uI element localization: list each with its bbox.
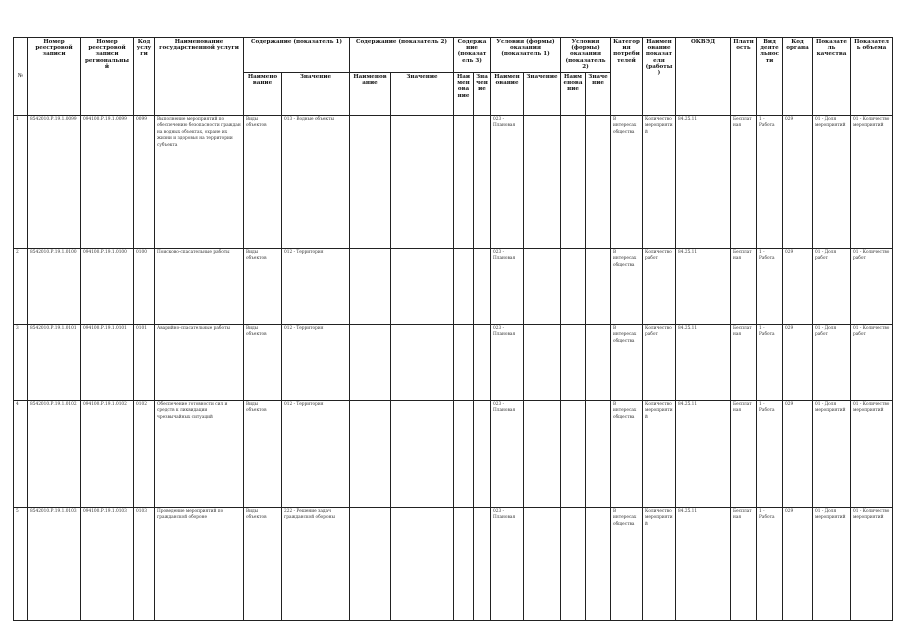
cell-service-code: 0101 (134, 325, 155, 401)
cell-row-num: 5 (14, 508, 28, 621)
table-row (14, 508, 893, 621)
cell-cond1-value (524, 249, 561, 325)
cell-cond1-name: 023 - Плановая (491, 249, 524, 325)
subheader-f2-value: Значение (586, 73, 611, 116)
cell-content1-name: Виды объектов (244, 508, 282, 621)
table-row (14, 249, 893, 325)
cell-row-num: 4 (14, 401, 28, 508)
cell-content2-value (391, 325, 454, 401)
cell-volume: 01 - Количество мероприятий (851, 116, 893, 249)
cell-cond2-value (586, 508, 611, 621)
cell-recipient: В интересах общества (611, 116, 643, 249)
cell-content3-name (454, 249, 474, 325)
cell-service-code: 0099 (134, 116, 155, 249)
cell-content3-value (474, 401, 491, 508)
subheader-c1-value: Значение (282, 73, 350, 116)
cell-content3-value (474, 325, 491, 401)
cell-unit-name: Количество работ (643, 249, 676, 325)
cell-cond1-name: 023 - Плановая (491, 401, 524, 508)
cell-registry-number: 8542010.Р.19.1.0102 (28, 401, 81, 508)
cell-paid: Бесплатная (731, 249, 757, 325)
cell-registry-number: 8542010.Р.19.1.0103 (28, 508, 81, 621)
registry-table (13, 37, 893, 621)
cell-cond1-value (524, 401, 561, 508)
cell-okved: 84.25.11 (676, 508, 731, 621)
cell-paid: Бесплатная (731, 116, 757, 249)
col-header-quality: Показатель качества (813, 38, 851, 116)
col-header-volume: Показатель объема (851, 38, 893, 116)
cell-cond1-name: 023 - Плановая (491, 508, 524, 621)
cell-quality: 01 - Доля работ (813, 325, 851, 401)
col-header-content2: Содержание (показатель 2) (350, 38, 454, 73)
cell-service-name: Обеспечение готовности сил и средств к ликвидации чрезвычайных ситуаций (155, 401, 244, 508)
cell-row-num: 2 (14, 249, 28, 325)
cell-activity-type: 1 - Работа (757, 116, 783, 249)
col-header-activity-type: Вид деятельности (757, 38, 783, 116)
cell-row-num: 3 (14, 325, 28, 401)
cell-content1-name: Виды объектов (244, 249, 282, 325)
cell-content2-name (350, 249, 391, 325)
cell-activity-type: 1 - Работа (757, 508, 783, 621)
cell-content2-value (391, 249, 454, 325)
cell-registry-number: 8542010.Р.19.1.0101 (28, 325, 81, 401)
cell-content2-value (391, 401, 454, 508)
cell-cond2-name (561, 508, 586, 621)
cell-content1-value: 012 - Территория (282, 249, 350, 325)
cell-okved: 84.25.11 (676, 116, 731, 249)
cell-registry-number-subject: 094100.Р.19.1.0100 (81, 249, 134, 325)
cell-cond2-name (561, 325, 586, 401)
cell-quality: 01 - Доля мероприятий (813, 116, 851, 249)
cell-cond1-name: 023 - Плановая (491, 116, 524, 249)
cell-cond2-value (586, 325, 611, 401)
cell-registry-number-subject: 094100.Р.19.1.0102 (81, 401, 134, 508)
cell-volume: 01 - Количество мероприятий (851, 401, 893, 508)
table-row (14, 325, 893, 401)
cell-volume: 01 - Количество работ (851, 325, 893, 401)
col-header-okved: ОКВЭД (676, 38, 731, 116)
table-row (14, 116, 893, 249)
col-header-registry-number-subject: Номер реестровой записи региональный (81, 38, 134, 116)
col-header-authority: Код органа (783, 38, 813, 116)
cell-service-name: Проведение мероприятий по гражданской обороне (155, 508, 244, 621)
cell-cond2-value (586, 249, 611, 325)
cell-volume: 01 - Количество мероприятий (851, 508, 893, 621)
col-header-num: № (14, 38, 28, 116)
cell-quality: 01 - Доля мероприятий (813, 401, 851, 508)
cell-content1-name: Виды объектов (244, 116, 282, 249)
col-header-code: Код услуги (134, 38, 155, 116)
cell-registry-number-subject: 094100.Р.19.1.0101 (81, 325, 134, 401)
cell-content2-name (350, 508, 391, 621)
cell-cond1-value (524, 508, 561, 621)
cell-registry-number: 8542010.Р.19.1.0099 (28, 116, 81, 249)
cell-service-code: 0102 (134, 401, 155, 508)
col-header-unit-name: Наименование показателя (работы) (643, 38, 676, 116)
cell-service-name: Поисково-спасательные работы (155, 249, 244, 325)
col-header-recipient: Категория потребителей (611, 38, 643, 116)
col-header-paid: Платность (731, 38, 757, 116)
cell-activity-type: 1 - Работа (757, 401, 783, 508)
cell-paid: Бесплатная (731, 401, 757, 508)
cell-unit-name: Количество работ (643, 325, 676, 401)
subheader-c2-name: Наименование (350, 73, 391, 116)
cell-content2-name (350, 116, 391, 249)
cell-content3-name (454, 325, 474, 401)
cell-cond1-name: 023 - Плановая (491, 325, 524, 401)
cell-cond2-name (561, 116, 586, 249)
col-header-content3: Содержание (показатель 3) (454, 38, 491, 73)
cell-service-name: Аварийно-спасательные работы (155, 325, 244, 401)
subheader-c1-name: Наименование (244, 73, 282, 116)
cell-quality: 01 - Доля мероприятий (813, 508, 851, 621)
cell-content2-value (391, 116, 454, 249)
cell-content3-name (454, 116, 474, 249)
cell-okved: 84.25.11 (676, 401, 731, 508)
cell-content2-name (350, 401, 391, 508)
cell-content1-value: 012 - Территория (282, 401, 350, 508)
cell-recipient: В интересах общества (611, 325, 643, 401)
cell-cond2-value (586, 116, 611, 249)
cell-service-code: 0100 (134, 249, 155, 325)
cell-content3-name (454, 508, 474, 621)
cell-authority-code: 029 (783, 325, 813, 401)
cell-content3-value (474, 116, 491, 249)
cell-recipient: В интересах общества (611, 249, 643, 325)
cell-content1-value: 012 - Территория (282, 325, 350, 401)
header-row (14, 38, 893, 73)
cell-cond2-name (561, 401, 586, 508)
col-header-cond2: Условия (формы) оказания (показатель 2) (561, 38, 611, 73)
cell-paid: Бесплатная (731, 508, 757, 621)
cell-cond2-value (586, 401, 611, 508)
cell-service-code: 0103 (134, 508, 155, 621)
cell-activity-type: 1 - Работа (757, 325, 783, 401)
cell-unit-name: Количество мероприятий (643, 508, 676, 621)
cell-activity-type: 1 - Работа (757, 249, 783, 325)
col-header-cond1: Условия (формы) оказания (показатель 1) (491, 38, 561, 73)
cell-content1-name: Виды объектов (244, 401, 282, 508)
subheader-c3-value: Значение (474, 73, 491, 116)
cell-service-name: Выполнение мероприятий по обеспечению безопасности граждан на водных объектах, охране их жизни и здоровья на территории субъекта (155, 116, 244, 249)
subheader-c2-value: Значение (391, 73, 454, 116)
cell-okved: 84.25.11 (676, 325, 731, 401)
cell-cond2-name (561, 249, 586, 325)
cell-row-num: 1 (14, 116, 28, 249)
cell-content2-name (350, 325, 391, 401)
cell-recipient: В интересах общества (611, 401, 643, 508)
cell-content1-value: 013 - Водные объекты (282, 116, 350, 249)
cell-content2-value (391, 508, 454, 621)
cell-content3-value (474, 508, 491, 621)
cell-authority-code: 029 (783, 249, 813, 325)
cell-quality: 01 - Доля работ (813, 249, 851, 325)
cell-cond1-value (524, 325, 561, 401)
cell-registry-number-subject: 094100.Р.19.1.0099 (81, 116, 134, 249)
cell-authority-code: 029 (783, 508, 813, 621)
subheader-c3-name: Наименование (454, 73, 474, 116)
cell-content1-value: 222 - Решение задач гражданской обороны (282, 508, 350, 621)
col-header-name: Наименование государственной услуги (155, 38, 244, 116)
cell-volume: 01 - Количество работ (851, 249, 893, 325)
cell-unit-name: Количество мероприятий (643, 116, 676, 249)
subheader-f1-name: Наименование (491, 73, 524, 116)
cell-paid: Бесплатная (731, 325, 757, 401)
cell-unit-name: Количество мероприятий (643, 401, 676, 508)
col-header-content1: Содержание (показатель 1) (244, 38, 350, 73)
table-row (14, 401, 893, 508)
cell-authority-code: 029 (783, 116, 813, 249)
cell-content3-name (454, 401, 474, 508)
cell-authority-code: 029 (783, 401, 813, 508)
subheader-f2-name: Наименование (561, 73, 586, 116)
cell-cond1-value (524, 116, 561, 249)
cell-registry-number: 8542010.Р.19.1.0100 (28, 249, 81, 325)
cell-recipient: В интересах общества (611, 508, 643, 621)
cell-content1-name: Виды объектов (244, 325, 282, 401)
cell-okved: 84.25.11 (676, 249, 731, 325)
subheader-f1-value: Значение (524, 73, 561, 116)
col-header-registry-number: Номер реестровой записи (28, 38, 81, 116)
cell-content3-value (474, 249, 491, 325)
cell-registry-number-subject: 094100.Р.19.1.0103 (81, 508, 134, 621)
